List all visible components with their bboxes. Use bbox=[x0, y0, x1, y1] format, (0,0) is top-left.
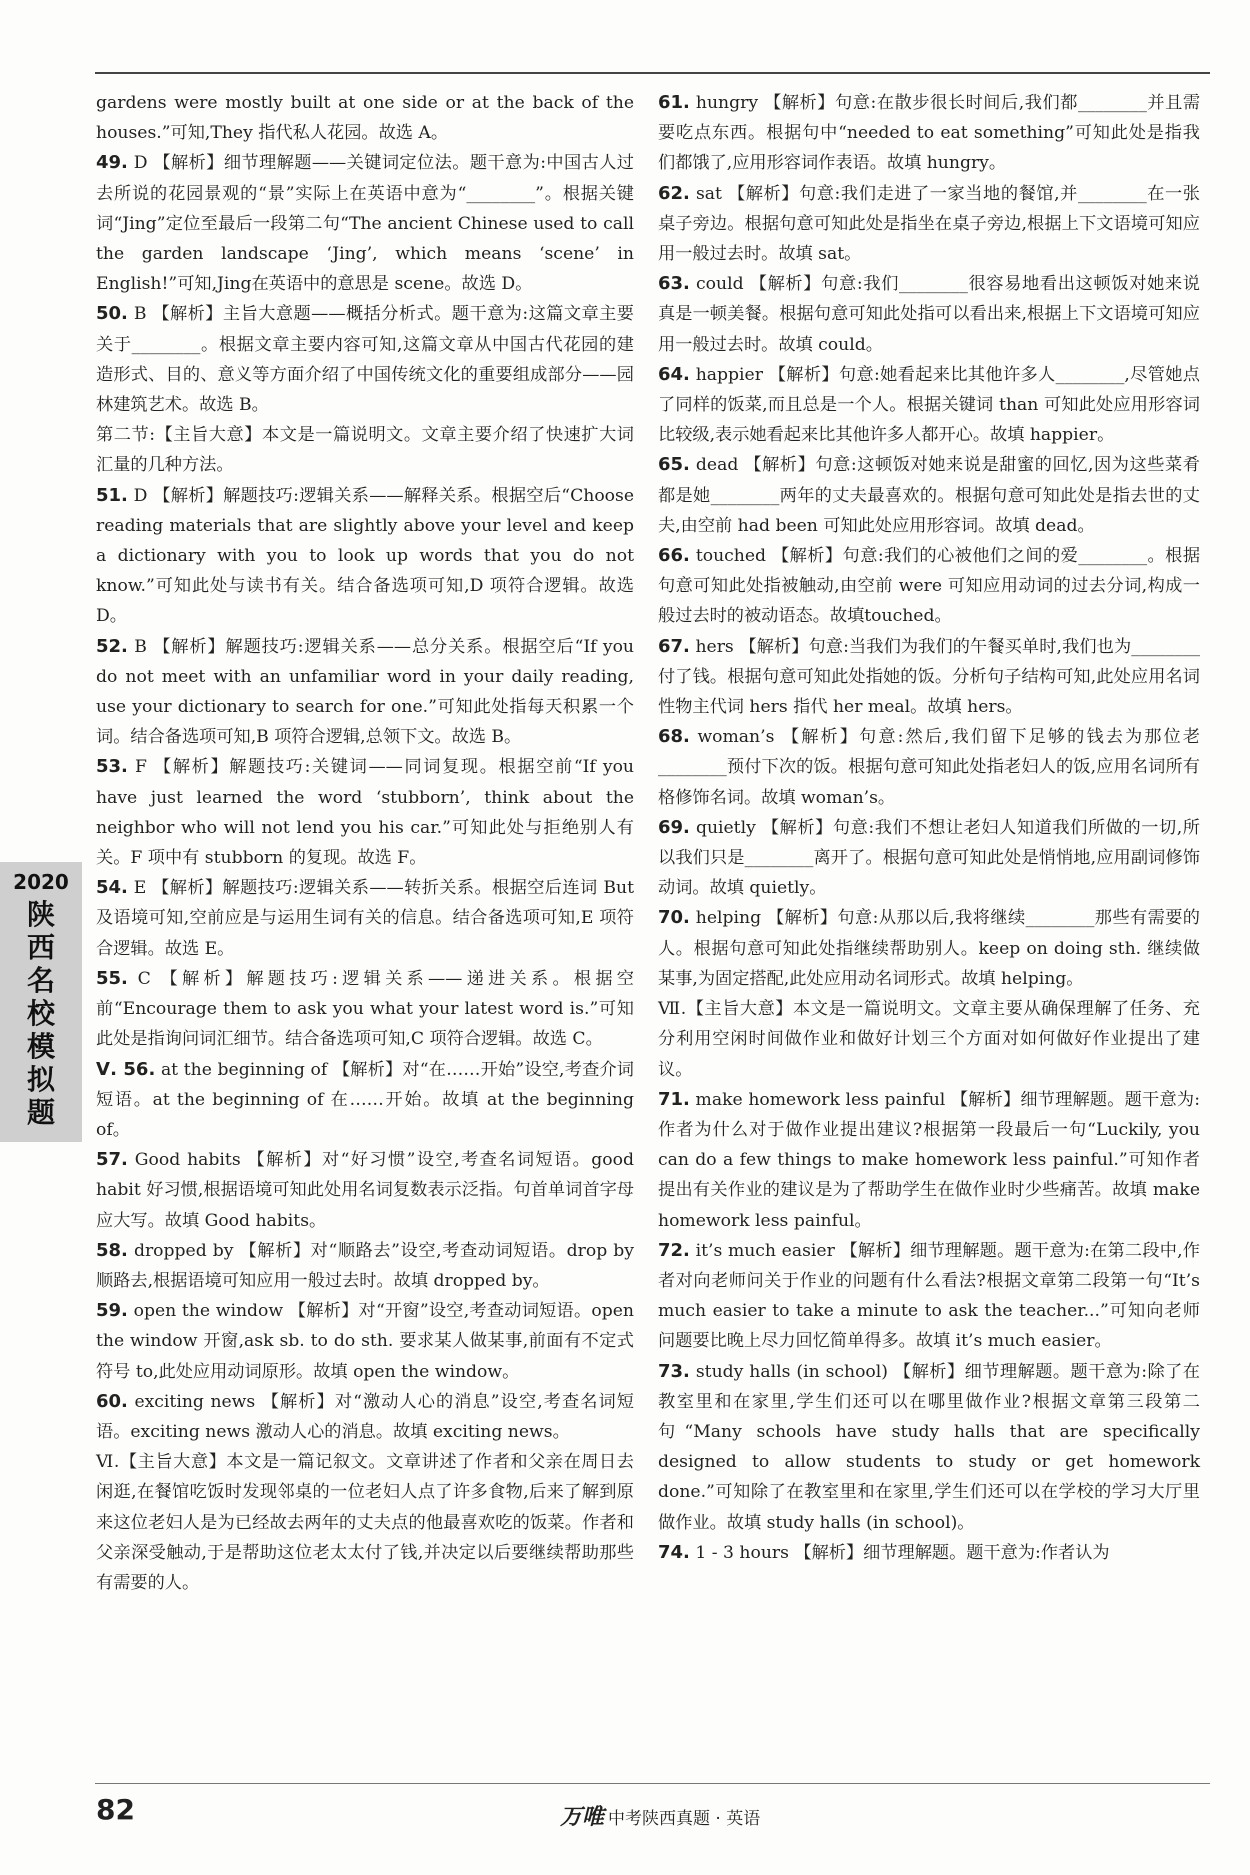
answer-item bbox=[658, 1236, 1200, 1357]
answer-item bbox=[96, 964, 634, 1055]
answer-item bbox=[658, 632, 1200, 723]
item-number: 64. bbox=[658, 363, 690, 385]
answer-item bbox=[96, 148, 634, 299]
answer-item bbox=[658, 88, 1200, 179]
item-text: Good habits 【解析】对“好习惯”设空,考查名词短语。good habit 好习惯,根据语境可知此处用名词复数表示泛指。句首单词首字母应大写。故填 Good habits。 bbox=[96, 1150, 634, 1231]
item-number: 65. bbox=[658, 454, 690, 476]
answer-item bbox=[658, 1085, 1200, 1236]
top-rule bbox=[95, 72, 1210, 74]
item-text: hungry 【解析】句意:在散步很长时间后,我们都________并且需要吃点东西。根据句中“needed to eat something”可知此处是指我们都饿了,应用形容词作表语。故填 hungry。 bbox=[658, 93, 1201, 174]
bottom-rule bbox=[95, 1783, 1210, 1784]
answer-item bbox=[96, 1145, 634, 1236]
answer-item bbox=[658, 450, 1200, 541]
section-summary bbox=[96, 420, 634, 480]
side-tab-char: 西 bbox=[26, 931, 55, 964]
item-number: 52. bbox=[96, 635, 128, 657]
brand-logo: 万唯 bbox=[560, 1805, 605, 1830]
side-tab-char: 拟 bbox=[26, 1063, 55, 1096]
answer-item bbox=[96, 752, 634, 873]
item-number: 71. bbox=[658, 1088, 690, 1110]
item-number: 62. bbox=[658, 182, 690, 204]
answer-item bbox=[96, 1296, 634, 1387]
item-number: 57. bbox=[96, 1149, 128, 1171]
item-number: 68. bbox=[658, 726, 690, 748]
item-text: exciting news 【解析】对“激动人心的消息”设空,考查名词短语。exciting news 激动人心的消息。故填 exciting news。 bbox=[96, 1391, 634, 1442]
side-tab-char: 模 bbox=[26, 1030, 55, 1063]
item-number: 59. bbox=[96, 1300, 128, 1322]
side-tab-title bbox=[0, 898, 82, 1129]
section-summary bbox=[658, 994, 1200, 1085]
item-text: 1 - 3 hours 【解析】细节理解题。题干意为:作者认为 bbox=[695, 1542, 1110, 1563]
item-number: 55. bbox=[96, 967, 128, 989]
answer-item bbox=[658, 1357, 1200, 1538]
answer-item bbox=[658, 360, 1200, 451]
answer-item bbox=[96, 1387, 634, 1447]
item-text: touched 【解析】句意:我们的心被他们之间的爱________。根据句意可知此处指被触动,由空前 were 可知应用动词的过去分词,构成一般过去时的被动语态。故填touched。 bbox=[658, 546, 1201, 627]
book-title: 中考陕西真题 · 英语 bbox=[608, 1809, 761, 1829]
item-number: 66. bbox=[658, 545, 690, 567]
item-number: 58. bbox=[96, 1239, 128, 1261]
item-number: 51. bbox=[96, 484, 128, 506]
item-number: Ⅴ. 56. bbox=[96, 1058, 156, 1080]
side-tab-char: 陕 bbox=[26, 898, 55, 931]
answer-item bbox=[96, 1236, 634, 1296]
item-text: sat 【解析】句意:我们走进了一家当地的餐馆,并________在一张桌子旁边。根据句意可知此处是指坐在桌子旁边,根据上下文语境可知应用一般过去时。故填 sat。 bbox=[658, 183, 1200, 265]
item-number: 73. bbox=[658, 1360, 690, 1382]
item-text: C 【解析】解题技巧:逻辑关系——递进关系。根据空前“Encourage them to ask you what your latest word is.”可知此处是指询问词汇细节。结合备选项可知,C 项符合逻辑。故选 C。 bbox=[96, 968, 634, 1050]
item-text: B 【解析】主旨大意题——概括分析式。题干意为:这篇文章主要关于________。根据文章主要内容可知,这篇文章从中国古代花园的建造形式、目的、意义等方面介绍了中国传统文化的重要组成部分——园林建筑艺术。故选 B。 bbox=[96, 304, 634, 416]
side-tab bbox=[0, 862, 82, 1142]
item-text: woman’s 【解析】句意:然后,我们留下足够的钱去为那位老________预付下次的饭。根据句意可知此处指老妇人的饭,应用名词所有格修饰名词。故填 woman’s。 bbox=[658, 727, 1200, 808]
side-tab-char: 题 bbox=[26, 1096, 55, 1129]
answer-item bbox=[96, 481, 634, 632]
item-number: 61. bbox=[658, 92, 690, 113]
item-number: 60. bbox=[96, 1390, 128, 1412]
item-number: 63. bbox=[658, 273, 690, 295]
summary-text: 第二节:【主旨大意】本文是一篇说明文。文章主要介绍了快速扩大词汇量的几种方法。 bbox=[96, 425, 634, 476]
item-number: 54. bbox=[96, 877, 128, 899]
answer-item bbox=[96, 88, 634, 148]
summary-text: Ⅵ.【主旨大意】本文是一篇记叙文。文章讲述了作者和父亲在周日去闲逛,在餐馆吃饭时发现邻桌的一位老妇人点了许多食物,后来了解到原来这位老妇人是为已经故去两年的丈夫点的他最喜欢吃的饭菜。作者和父亲深受触动,于是帮助这位老太太付了钱,并决定以后要继续帮助那些有需要的人。 bbox=[96, 1452, 634, 1593]
item-text: gardens were mostly built at one side or at the back of the houses.”可知,They 指代私人花园。故选 A。 bbox=[96, 93, 634, 144]
item-number: 72. bbox=[658, 1239, 690, 1261]
item-text: B 【解析】解题技巧:逻辑关系——总分关系。根据空后“If you do not meet with an unfamiliar word in your daily reading, use your dictionary to search for one.”可知此处指每天积累一个词。结合备选项可知,B 项符合逻辑,总领下文。故选 B。 bbox=[96, 636, 635, 748]
section-summary bbox=[96, 1447, 634, 1598]
side-tab-char: 名 bbox=[26, 964, 55, 997]
answer-item bbox=[658, 269, 1200, 360]
item-text: helping 【解析】句意:从那以后,我将继续________那些有需要的人。根据句意可知此处指继续帮助别人。keep on doing sth. 继续做某事,为固定搭配,此处应用动名词形式。故填 helping。 bbox=[658, 908, 1200, 989]
item-text: could 【解析】句意:我们________很容易地看出这顿饭对她来说真是一顿美餐。根据句意可知此处指可以看出来,根据上下文语境可知应用一般过去时。故填 could。 bbox=[658, 274, 1200, 355]
answer-item bbox=[96, 1055, 634, 1146]
side-tab-char: 校 bbox=[26, 997, 55, 1030]
item-number: 69. bbox=[658, 816, 690, 838]
item-text: at the beginning of 【解析】对“在……开始”设空,考查介词短语。at the beginning of 在……开始。故填 at the beginning of。 bbox=[96, 1059, 634, 1140]
item-text: dropped by 【解析】对“顺路去”设空,考查动词短语。drop by 顺路去,根据语境可知应用一般过去时。故填 dropped by。 bbox=[96, 1240, 634, 1291]
left-column bbox=[96, 88, 634, 1598]
item-number: 67. bbox=[658, 635, 690, 657]
item-text: F 【解析】解题技巧:关键词——同词复现。根据空前“If you have just learned the word ‘stubborn’, think about the neighbor who will not lend you his car.”可知此处与拒绝别人有关。F 项中有 stubborn 的复现。故选 F。 bbox=[96, 757, 634, 869]
item-number: 50. bbox=[96, 303, 128, 325]
item-text: dead 【解析】句意:这顿饭对她来说是甜蜜的回忆,因为这些菜肴都是她________两年的丈夫最喜欢的。根据句意可知此处是指去世的丈夫,由空前 had been 可知此处应用形容词。故填 dead。 bbox=[658, 455, 1200, 536]
item-text: quietly 【解析】句意:我们不想让老妇人知道我们所做的一切,所以我们只是________离开了。根据句意可知此处是悄悄地,应用副词修饰动词。故填 quietly。 bbox=[658, 817, 1200, 899]
answer-item bbox=[96, 873, 634, 964]
answer-item bbox=[658, 541, 1200, 632]
item-number: 70. bbox=[658, 907, 690, 929]
answer-item bbox=[658, 722, 1200, 813]
item-text: happier 【解析】句意:她看起来比其他许多人________,尽管她点了同样的饭菜,而且总是一个人。根据关键词 than 可知此处应用形容词比较级,表示她看起来比其他许多人都开心。故填 happier。 bbox=[658, 364, 1200, 446]
item-number: 49. bbox=[96, 152, 128, 174]
answer-item bbox=[658, 179, 1200, 270]
answer-item bbox=[96, 632, 634, 753]
item-text: study halls (in school) 【解析】细节理解题。题干意为:除了在教室里和在家里,学生们还可以在哪里做作业?根据文章第三段第二句“Many schools have study halls that are specifically designed to allow students to study or get homework done.”可知除了在教室里和在家里,学生们还可以在学校的学习大厅里做作业。故填 study halls (in school)。 bbox=[658, 1361, 1200, 1533]
answer-item bbox=[658, 903, 1200, 994]
footer-title bbox=[560, 1800, 760, 1831]
item-text: E 【解析】解题技巧:逻辑关系——转折关系。根据空后连词 But 及语境可知,空前应是与运用生词有关的信息。结合备选项可知,E 项符合逻辑。故选 E。 bbox=[96, 878, 634, 959]
page-number: 82 bbox=[96, 1793, 135, 1826]
answer-item bbox=[658, 813, 1200, 904]
item-text: D 【解析】解题技巧:逻辑关系——解释关系。根据空后“Choose reading materials that are slightly above your level and keep a dictionary with you to look up words that you do not know.”可知此处与读书有关。结合备选项可知,D 项符合逻辑。故选 D。 bbox=[96, 485, 635, 627]
side-tab-year: 2020 bbox=[13, 870, 69, 894]
answer-item bbox=[658, 1538, 1200, 1568]
summary-text: Ⅶ.【主旨大意】本文是一篇说明文。文章主要从确保理解了任务、充分利用空闲时间做作业和做好计划三个方面对如何做好作业提出了建议。 bbox=[658, 999, 1200, 1080]
item-number: 53. bbox=[96, 756, 128, 778]
right-column bbox=[658, 88, 1200, 1568]
item-text: make homework less painful 【解析】细节理解题。题干意为:作者为什么对于做作业提出建议?根据第一段最后一句“Luckily, you can do a few things to make homework less painful.”可知作者提出有关作业的建议是为了帮助学生在做作业时少些痛苦。故填 make homework less painful。 bbox=[658, 1089, 1200, 1231]
item-text: it’s much easier 【解析】细节理解题。题干意为:在第二段中,作者对向老师问关于作业的问题有什么看法?根据文章第二段第一句“It’s much easier to take a minute to ask the teacher...”可知向老师问题要比晚上尽力回忆简单得多。故填 it’s much easier。 bbox=[658, 1240, 1200, 1352]
item-text: hers 【解析】句意:当我们为我们的午餐买单时,我们也为________付了钱。根据句意可知此处指她的饭。分析句子结构可知,此处应用名词性物主代词 hers 指代 her meal。故填 hers。 bbox=[658, 636, 1200, 718]
item-number: 74. bbox=[658, 1541, 690, 1563]
item-text: D 【解析】细节理解题——关键词定位法。题干意为:中国古人过去所说的花园景观的“景”实际上在英语中意为“________”。根据关键词“Jing”定位至最后一段第二句“The ancient Chinese used to call the garden landscape ‘Jing’, which means ‘scene’ in English!”可知,Jing在英语中的意思是 scene。故选 D。 bbox=[96, 153, 634, 295]
item-text: open the window 【解析】对“开窗”设空,考查动词短语。open the window 开窗,ask sb. to do sth. 要求某人做某事,前面有不定式符号 to,此处应用动词原形。故填 open the window。 bbox=[96, 1301, 634, 1382]
answer-item bbox=[96, 299, 634, 420]
